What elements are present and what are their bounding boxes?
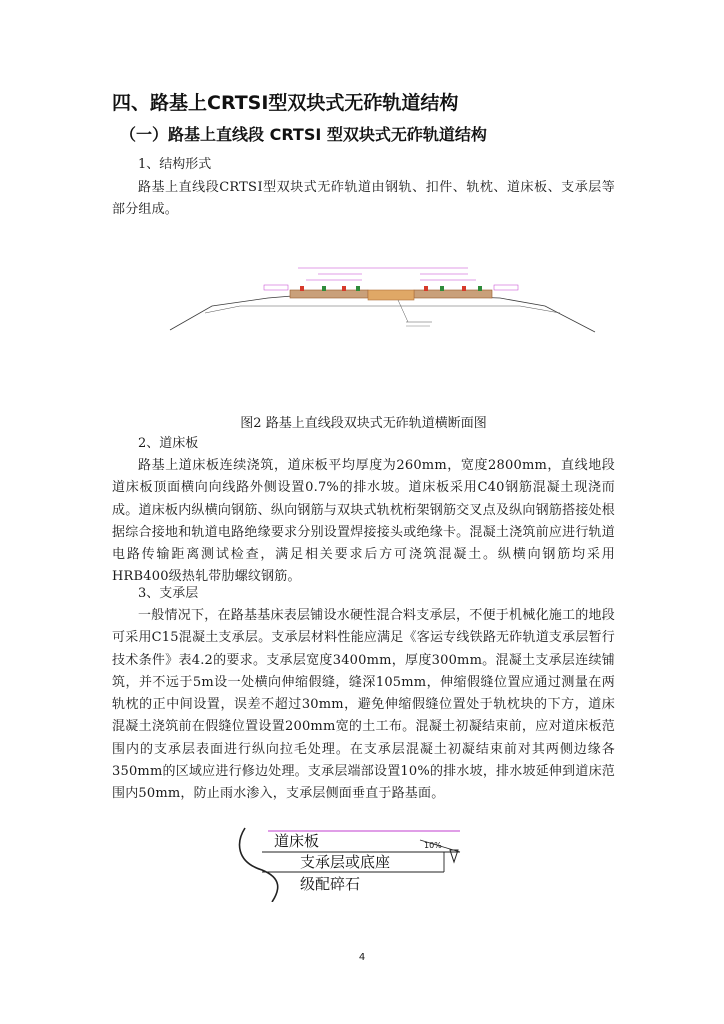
section-1-title: 1、结构形式 [138,157,212,172]
section-2-title: 2、道床板 [138,436,199,451]
label-slab: 道床板 [274,832,320,850]
section-2-paragraph: 路基上道床板连续浇筑，道床板平均厚度为260mm，宽度2800mm，直线地段道床板顶面横向向线路外侧设置0.7%的排水坡。道床板采用C40钢筋混凝土现浇而成。道床板内纵横向钢筋、纵向钢筋与双块式轨枕桁架钢筋交叉点及纵向钢筋搭接处根据综合接地和轨道电路绝缘要求分别设置焊接接头或绝缘卡。混凝土浇筑前应进行轨道电路传输距离测试检查，满足相关要求后方可浇筑混凝土。纵横向钢筋均采用HRB400级热轧带肋螺纹钢筋。 [112,458,615,585]
page-number: 4 [358,952,366,963]
label-graded-gravel: 级配碎石 [300,875,361,893]
cross-section-figure [0,240,724,410]
section-3-title: 3、支承层 [138,586,199,601]
label-slope: 10% [424,841,442,850]
subsection-heading: （一）路基上直线段 CRTSI 型双块式无砟轨道结构 [120,125,487,144]
figure-2-caption: 图2 路基上直线段双块式无砟轨道横断面图 [240,416,487,431]
label-support-layer: 支承层或底座 [300,853,391,871]
section-3-paragraph: 一般情况下，在路基基床表层铺设水硬性混合料支承层，不便于机械化施工的地段可采用C15混凝土支承层。支承层材料性能应满足《客运专线铁路无砟轨道支承层暂行技术条件》表4.2的要求。支承层宽度3400mm，厚度300mm。混凝土支承层连续铺筑，并不远于5m设一处横向伸缩假缝，缝深105mm，伸缩假缝位置应通过测量在两轨枕的正中间设置，误差不超过30mm，避免伸缩假缝位置处于轨枕块的下方，道床混凝土浇筑前在假缝位置设置200mm宽的土工布。混凝土初凝结束前，应对道床板范围内的支承层表面进行纵向拉毛处理。在支承层混凝土初凝结束前对其两侧边缘各350mm的区域应进行修边处理。支承层端部设置10%的排水坡，排水坡延伸到道床范围内50mm，防止雨水渗入，支承层侧面垂直于路基面。 [112,608,615,802]
section-1-paragraph: 路基上直线段CRTSⅠ型双块式无砟轨道由钢轨、扣件、轨枕、道床板、支承层等部分组成。 [112,180,615,218]
section-heading: 四、路基上CRTSⅠ型双块式无砟轨道结构 [112,92,459,114]
layer-schematic-figure [0,822,724,902]
